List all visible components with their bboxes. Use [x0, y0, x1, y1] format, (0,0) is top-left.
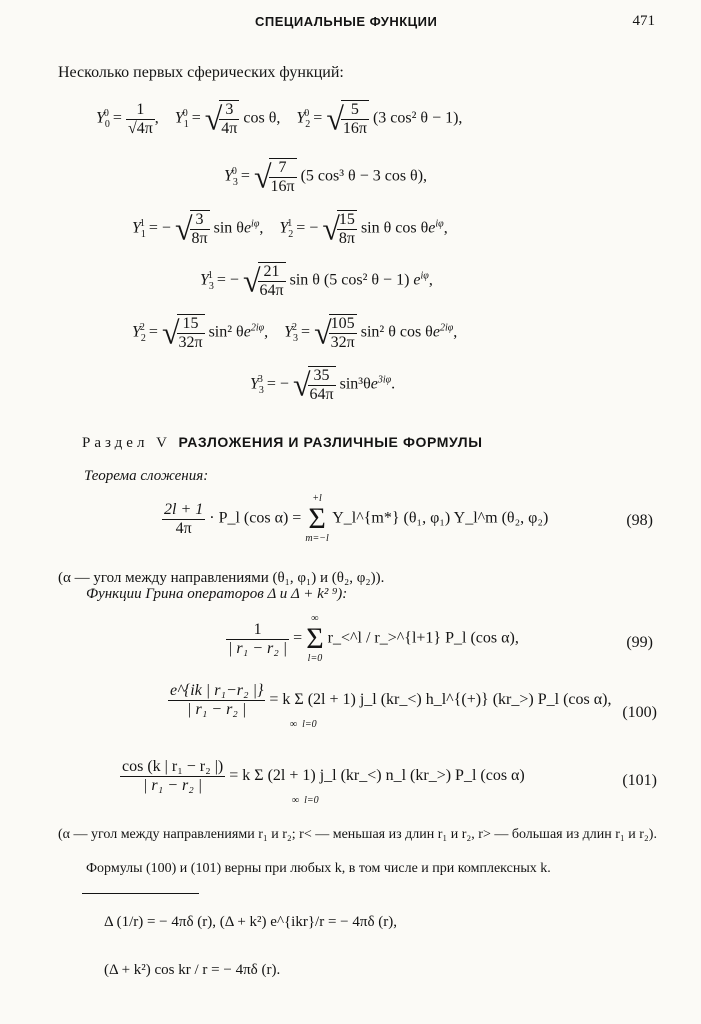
eq98-lhs-denominator: 4π [175, 519, 192, 537]
formulas-note: Формулы (100) и (101) верны при любых k, в том числе и при комплексных k. [86, 861, 551, 876]
footnote-equation-1: Δ (1/r) = − 4πδ (r), (Δ + k²) e^{ikr}/r = − 4πδ (r), [104, 914, 397, 930]
section-heading [82, 434, 483, 452]
eq101-number: (101) [622, 772, 657, 789]
equation-spherical-line-1: $Y_0^0$ = $\frac{1}{√4\pi}$ , $Y_1^0$ = √ $\frac{3}{4\pi}$ cos θ, $Y_2^0$ = √ $\frac{5}{16\pi}$ (3 cos² θ − 1), [96, 100, 463, 137]
eq99-denominator: | r₁ − r₂ | [228, 639, 288, 657]
footnote-divider [82, 893, 199, 894]
eq100-denominator: | r₁ − r₂ | [187, 701, 247, 718]
angle-note: (α — угол между направлениями (θ₁, φ₁) и (θ₂, φ₂)). [58, 570, 385, 586]
eq101-rhs: = k Σ (2l + 1) j_l (kr_<) n_l (kr_>) P_l (cos α) [229, 767, 525, 785]
eq98-sum-upper: +l [312, 493, 322, 504]
eq100-sum-upper: ∞ [290, 719, 298, 730]
eq100-rhs: = k Σ (2l + 1) j_l (kr_<) h_l^{(+)} (kr_>) P_l (cos α), [269, 691, 612, 709]
eq100-number: (100) [622, 704, 657, 721]
equation-101 [120, 758, 525, 806]
page-number: 471 [632, 13, 655, 29]
eq101-sum-lower: l=0 [304, 795, 319, 806]
eq100-sum-lower: l=0 [302, 719, 317, 730]
eq98-number: (98) [626, 512, 653, 529]
section-prefix: Раздел V [82, 435, 172, 451]
equation-spherical-line-6: $Y_3^3$ = − √ $\frac{35}{64\pi}$ $\sin^3\theta e^{3i\varphi}$. [250, 366, 396, 403]
eq100-numerator: e^{ik | r₁−r₂ |} [170, 682, 264, 699]
eq99-sum-lower: l=0 [307, 653, 323, 664]
eq101-sum-upper: ∞ [292, 795, 300, 806]
intro-text: Несколько первых сферических функций: [58, 64, 344, 81]
footnote-equation-2: (Δ + k²) cos kr / r = − 4πδ (r). [104, 962, 281, 978]
eq101-denominator: | r₁ − r₂ | [143, 777, 203, 794]
equation-spherical-line-2: $Y_3^0$ = √ $\frac{7}{16\pi}$ (5 cos³ θ − 3 cos θ), [224, 158, 428, 195]
eq99-sum-upper: ∞ [311, 613, 319, 624]
eq99-rhs: r_<^l / r_>^{l+1} P_l (cos α), [327, 629, 519, 647]
equation-spherical-line-4: $Y_3^1$ = − √ $\frac{21}{64\pi}$ sin θ (5 cos² θ − 1) $e^{i\varphi}$, [200, 262, 433, 299]
equation-100 [168, 682, 611, 730]
vector-note: (α — угол между направлениями r₁ и r₂; r< — меньшая из длин r₁ и r₂, r> — большая из длин r₁ и r₂). [58, 827, 657, 842]
eq98-sum-lower: m=−l [305, 533, 329, 544]
eq101-numerator: cos (k | r₁ − r₂ |) [122, 758, 224, 775]
eq98-lhs-numerator: 2l + 1 [164, 500, 204, 518]
green-functions-label: Функции Грина операторов Δ и Δ + k² ⁹): [86, 586, 348, 602]
eq99-number: (99) [626, 634, 653, 651]
eq98-rhs: Y_l^{m*} (θ₁, φ₁) Y_l^m (θ₂, φ₂) [332, 509, 549, 527]
section-title: РАЗЛОЖЕНИЯ И РАЗЛИЧНЫЕ ФОРМУЛЫ [178, 434, 483, 450]
equation-spherical-line-3: $Y_1^1$ = − √ $\frac{3}{8\pi}$ $\sin \theta e^{i\varphi}$, $Y_2^1$ = − √ $\frac{15}{8\pi}$ sin θ $\cos \theta e^{i\varphi}$, [132, 210, 448, 247]
equation-99: $\frac{1}{\text{| r₁ − r₂ |}}$ = ∞ Σ l=0 r_<^l / r_>^{l+1} P_l (cos α), [228, 613, 519, 664]
equation-spherical-line-5: $Y_2^2$ = √ $\frac{15}{32\pi}$ sin² $\theta e^{2i\varphi}$, $Y_3^2$ = √ $\frac{105}{32\pi}$ sin² θ $\cos \theta e^{2i\varphi}$, [132, 314, 458, 351]
eq99-numerator: 1 [226, 621, 289, 640]
eq98-lhs-rest: · P_l (cos α) = [209, 509, 302, 527]
addition-theorem-label: Теорема сложения: [84, 468, 209, 484]
equation-98: $\frac{2l + 1}{4\pi}$ · P_l (cos α) = +l Σ m=−l Y_l^{m*} (θ₁, φ₁) Y_l^m (θ₂, φ₂) [164, 493, 549, 544]
running-header: СПЕЦИАЛЬНЫЕ ФУНКЦИИ [255, 14, 438, 29]
